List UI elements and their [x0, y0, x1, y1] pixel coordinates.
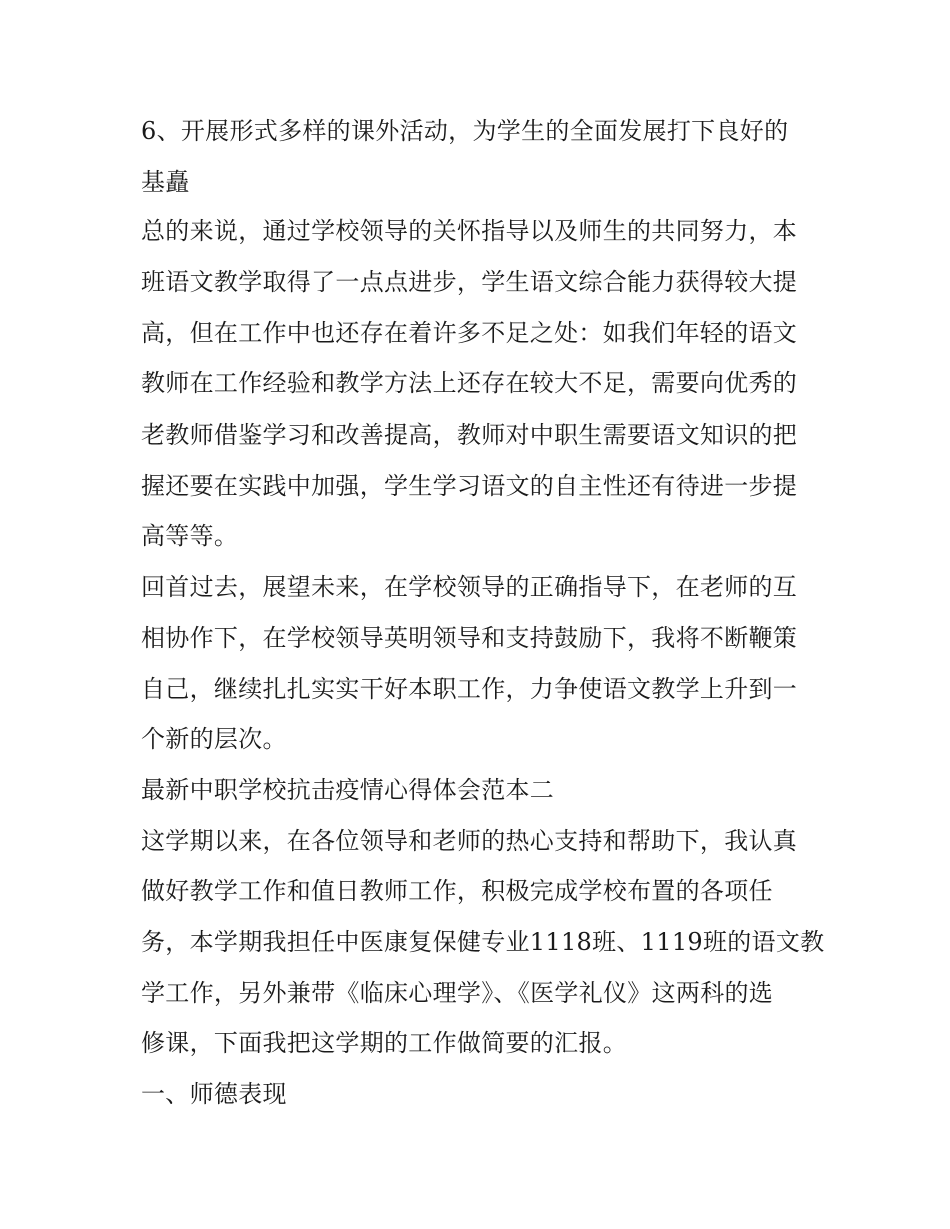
- text-line: 老教师借鉴学习和改善提高，教师对中职生需要语文知识的把: [141, 421, 798, 449]
- text-line: 学工作，另外兼带《临床心理学》、《医学礼仪》这两科的选: [141, 979, 774, 1007]
- text-line: 握还要在实践中加强，学生学习语文的自主性还有待进一步提: [141, 472, 798, 500]
- text-line: 总的来说，通过学校领导的关怀指导以及师生的共同努力，本: [141, 217, 798, 245]
- text-line: 班语文教学取得了一点点进步，学生语文综合能力获得较大提: [141, 268, 798, 296]
- subsection-heading: 一、师德表现: [141, 1080, 287, 1108]
- text-line: 6、开展形式多样的课外活动，为学生的全面发展打下良好的: [141, 117, 789, 145]
- text-line: 高，但在工作中也还存在着许多不足之处：如我们年轻的语文: [141, 319, 798, 347]
- text-line: 这学期以来，在各位领导和老师的热心支持和帮助下，我认真: [141, 827, 798, 855]
- text-line: 个新的层次。: [141, 725, 287, 753]
- text-line: 相协作下，在学校领导英明领导和支持鼓励下，我将不断鞭策: [141, 624, 798, 652]
- text-line: 自己，继续扎扎实实干好本职工作，力争使语文教学上升到一: [141, 675, 798, 703]
- text-line: 修课，下面我把这学期的工作做简要的汇报。: [141, 1029, 627, 1057]
- text-line: 回首过去，展望未来，在学校领导的正确指导下，在老师的互: [141, 573, 798, 601]
- text-line: 高等等。: [141, 522, 239, 550]
- text-line: 基矗: [141, 168, 190, 196]
- text-line: 务，本学期我担任中医康复保健专业1118班、1119班的语文教: [141, 928, 825, 956]
- section-heading: 最新中职学校抗击疫情心得体会范本二: [141, 776, 555, 804]
- text-line: 做好教学工作和值日教师工作，积极完成学校布置的各项任: [141, 877, 773, 905]
- text-line: 教师在工作经验和教学方法上还存在较大不足，需要向优秀的: [141, 369, 798, 397]
